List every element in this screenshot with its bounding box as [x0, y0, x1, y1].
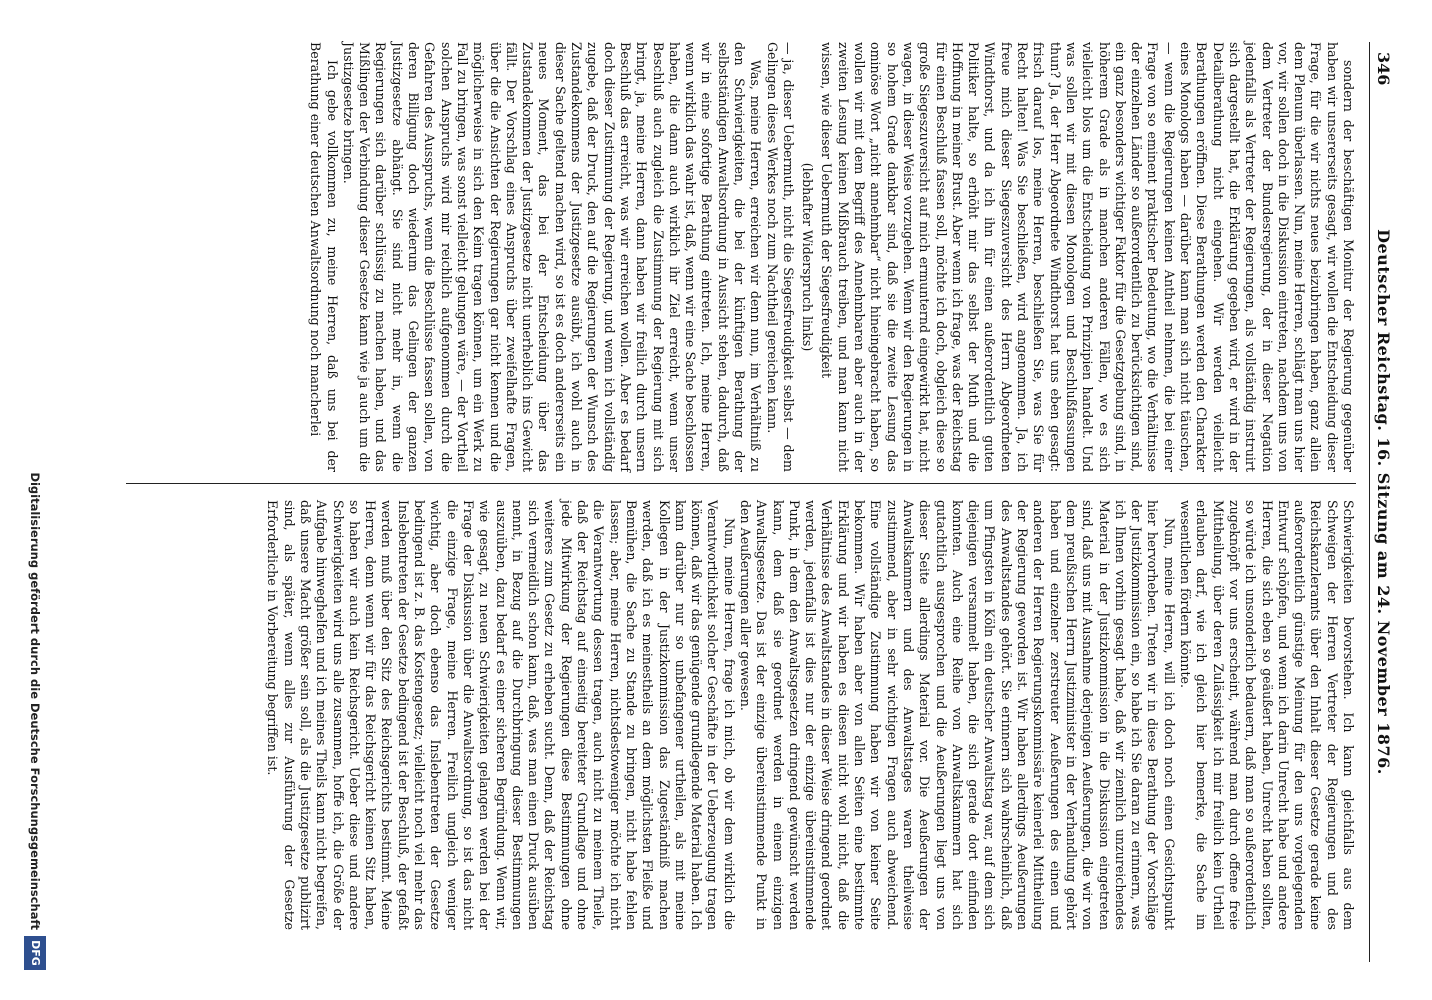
paragraph: Schwierigkeiten bevorstehen. Ich kann gleichfalls aus dem Schweigen der Herren Vertreter der Regierungen und des Reichskanzleramts über den Inhalt dieser Gesetze gerade keine außerordentlich günstige Meinung für den uns vorgelegenden Entwurf schöpfen, und wenn ich darin Unrecht habe und andere Herren, die sich eben so geäußert haben, Unrecht haben sollten, so würde ich unsonderlich bedauern, daß man so außerordentlich zugeknöpft vor uns erscheint, während man durch offene freie Mittheilung, über deren Zulässigkeit ich mir freilich kein Urtheil erlauben darf, wie ich gleich hier bemerke, die Sache im wesentlichen fördern könnte. — [1178, 500, 1356, 930]
page-header — [1369, 42, 1414, 962]
interjection: (lebhafter Widerspruch links) — [800, 162, 816, 352]
page-number: 346 — [1374, 52, 1393, 86]
watermark-text: Digitalisierung gefördert durch die Deutsche Forschungsgemeinschaft — [28, 472, 42, 930]
paragraph: Ich gebe vollkommen zu, meine Herren, daß uns bei der Berathung einer deutschen Anwaltsordnung noch mancherlei — [308, 42, 340, 472]
right-column — [56, 500, 1356, 930]
running-title: Deutscher Reichstag. 16. Sitzung am 24. November 1876. — [1374, 229, 1393, 775]
paragraph: — ja, dieser Uebermuth, nicht die Siegesfreudigkeit selbst — dem Gelingen dieses Werkes noch zum Nachtheil gereichen kann. — [764, 42, 796, 472]
column-divider — [126, 483, 1356, 484]
paragraph: sondern der beschäftigen Monitur der Regierung gegenüber haben wir unsererseits gesagt, wir wollen die Entscheidung dieser Frage, für die wir nichts neues beizubringen haben, ganz allein dem Plenum überlassen. Nun, meine Herren, schlägt man uns hier vor, wir sollen doch in die Diskussion eintreten, nachdem uns von dem Vertreter der Bundesregierung, der in dieser Negation jedenfalls als Vertreter der Regierungen, als vollständig instruirt sich dargestellt hat, die Erklärung gegeben wird, er wird in der Detailberathung nicht eingehen. Wir werden vielleicht Berathungen eröffnen. Diese Berathungen werden den Charakter eines Monologs haben — darüber kann man sich nicht täuschen, — wenn die Regierungen keinen Antheil nehmen, die bei einer Frage von so eminent praktischer Bedeutung, wo die Verhältnisse der einzelnen Länder so außerordentlich zu berücksichtigen sind, ein ganz besonders wichtiger Faktor für die Gesetzgebung sind, in höherem Grade als in manchen anderen Fällen, wo es sich vielleicht blos um die Entscheidung von Prinzipien handelt. Und was sollen wir mit diesen Monologen und Beschlußfassungen thun? Ja, der Herr Abgeordnete Windthorst hat uns eben gesagt: frisch darauf los, meine Herren, beschließen Sie, was Sie für Recht halten! Was Sie beschließen, wird angenommen. Ja, ich freue mich dieser Siegeszuversicht des Herrn Abgeordneten Windthorst, und da ich ihn für einen außerordentlich guten Politiker halte, so erhöht mir das selbst der Muth und die Hoffnung in meiner Brust. Aber wenn ich frage, was der Reichstag für einen Beschluß fassen soll, möchte ich doch, obgleich diese so große Siegeszuversicht auf mich ermunternd eingewirkt hat, nicht wagen, in dieser Weise vorzugehen. Wenn wir den Regierungen in so hohem Grade dankbar sind, daß sie die zweite Lesung das ominöse Wort „nicht annehmbar“ nicht hineingebracht haben, so wollen wir mit dem Begriff des Annehmbaren aber auch in der zweiten Lesung keinen Mißbrauch treiben, und man kann nicht wissen, wie dieser Uebermuth der Siegesfreudigkeit — [819, 42, 1356, 472]
dfg-logo: DFG — [24, 936, 46, 970]
digitization-watermark — [12, 40, 52, 970]
paragraph: Nun, meine Herren, will ich doch noch einen Gesichtspunkt hier hervorheben. Treten wir in diese Berathung der Vorschläge der Justizkommission ein, so habe ich Sie daran zu erinnern, was ich Ihnen vorhin gesagt habe, daß wir ziemlich unzureichendes Material in der Justizkommission in die Diskussion eingetreten sind, daß uns mit Ausnahme derjenigen Aeußerungen, die wir von dem preußischen Herrn Justizminister in der Verhandlung gehört haben und einzelner zerstreuter Aeußerungen des einen und anderen der Herren Regierungskommissäre keinerlei Mittheilung der Regierung geworden ist. Wir haben allerdings Aeußerungen des Anwaltstandes gehört. Sie erinnern sich wahrscheinlich, daß um Pfingsten in Köln ein deutscher Anwaltstag war, auf dem sich diejenigen versammelt haben, die sich gerade dort einfinden konnten. Auch eine Reihe von Anwaltskammern hat sich gutachtlich ausgesprochen und die Aeußerungen liegt uns von dieser Seite allerdings Material vor. Die Aeußerungen der Anwaltskammern und des Anwaltstages waren theilweise zustimmend, aber in sehr wichtigen Fragen auch abweichend. Eine vollständige Zustimmung haben wir von keiner Seite bekommen. Wir haben aber von allen Seiten eine bestimmte Erklärung und wir haben es diesen nicht wohl nicht, daß die Verhältnisse des Anwaltstandes in dieser Weise dringend geordnet werden, jedenfalls ist dies nur der einzige übereinstimmende Punkt, in dem den Anwaltsgesetzen dringend gewünscht werden kann, dem daß sie geordnet werden in einem einzigen Anwaltsgesetze. Das ist der einzige übereinstimmende Punkt in den Aeußerungen aller gewesen. — [738, 500, 1177, 930]
paragraph: Was, meine Herren, erreichen wir denn nun, im Verhältniß zu den Schwierigkeiten, die bei der künftigen Berathung der selbstständigen Anwaltsordnung in Aussicht stehen, dadurch, daß wir in eine sofortige Berathung eintreten. Ich, meine Herren, wenn wirklich das wahr ist, daß, wenn wir eine Sache beschlossen haben, die dann auch wirklich ihr Ziel erreicht, wenn unser Beschluß auch zugleich die Zustimmung der Regierung mit sich bringt, ja, meine Herren, dann haben wir freilich durch unsern Beschluß das erreicht, was wir erreichen wollen. Aber es bedarf doch dieser Zustimmung der Regierung, und wenn ich vollständig zugebe, daß der Druck, den auf die Regierungen der Wunsch des Zustandekommens der Justizgesetze ausübt, ich wohl auch in dieser Sache geltend machen wird, so ist es doch andererseits ein neues Moment, das bei der Entscheidung über das Zustandekommen der Justizgesetze nicht unerheblich ins Gewicht fällt. Der Vorschlag eines Anspruchs über zweifelhafte Fragen, über die die Ansichten der Regierungen gar nicht kennen und die möglicherweise in sich den Keim tragen können, um ein Werk zu Fall zu bringen, was sonst vielleicht gelungen wäre, — der Vortheil solchen Anspruchs wird mir reichlich aufgenommen durch die Gefahren des Ausspruchs, wenn die Beschlüsse fassen sollen, von deren Billigung doch wiederum das Gelingen der ganzen Justizgesetze abhängt. Sie sind nicht mehr in, wenn die Regierungen sich darüber schlüssig zu machen haben, und das Mißlingen der Verbindung dieser Gesetze kann wie ja auch um die Justizgesetze bringen. — [340, 42, 764, 472]
left-column — [56, 42, 1356, 472]
paragraph: Nun, meine Herren, frage ich mich, ob wir dem wirklich die Verantwortlichkeit solcher Geschäfte in der Ueberzeugung tragen können, daß wir das genügende grundlegende Material haben. Ich kann darüber nur so unbefangener urtheilen, als mit meine Kollegen in der Justizkommission das Zugeständniß machen werden, daß ich es meinestheils an dem möglichsten Fleiße und Bemühen, die Sache zu Stande zu bringen, nicht habe fehlen lassen; aber, meine Herren, nichtsdestoweniger möchte ich nicht die Verantwortung dessen tragen, auch nicht zu meinem Theile, daß der Reichstag auf einseitig bereiteter Grundlage und ohne jede Mitwirkung der Regierungen diese Bestimmungen ohne weiteres zum Gesetz zu erheben sucht. Denn, daß der Reichstag sich vermeidlich schon kann, daß, was man einen Druck ausüben nennt, in Bezug auf die Durchbringung dieser Bestimmungen auszuüben, dazu bedarf es einer sicheren Begründung. Wenn wir, wie gesagt, zu neuen Schwierigkeiten gelangen werden bei der Frage der Diskussion über die Anwaltsordnung, so ist das nicht die einzige Frage, meine Herren. Freilich ungleich weniger wichtig, aber doch ebenso das Inslebentreten der Gesetze bedingend ist z. B. das Kostengesetz; vielleicht noch viel mehr das Inslebentreten der Gesetze bedingend ist der Beschluß, der gefaßt werden muß über den Sitz des Reichsgerichts bestimmt. Meine Herren, denn wenn wir für das Reichsgericht keinen Sitz haben, so haben wir auch kein Reichsgericht. Ueber diese und andere Schwierigkeiten wird uns alle zusammen, hoffe ich, die Größe der Aufgabe hinweghelfen und ich meines Theils kann nicht begreifen, daß unsere Macht größer sein soll, als die Justizgesetze publizirt sind, als später, wenn alles zur Ausführung der Gesetze Erforderliche in Vorbereitung begriffen ist. — [265, 500, 737, 930]
